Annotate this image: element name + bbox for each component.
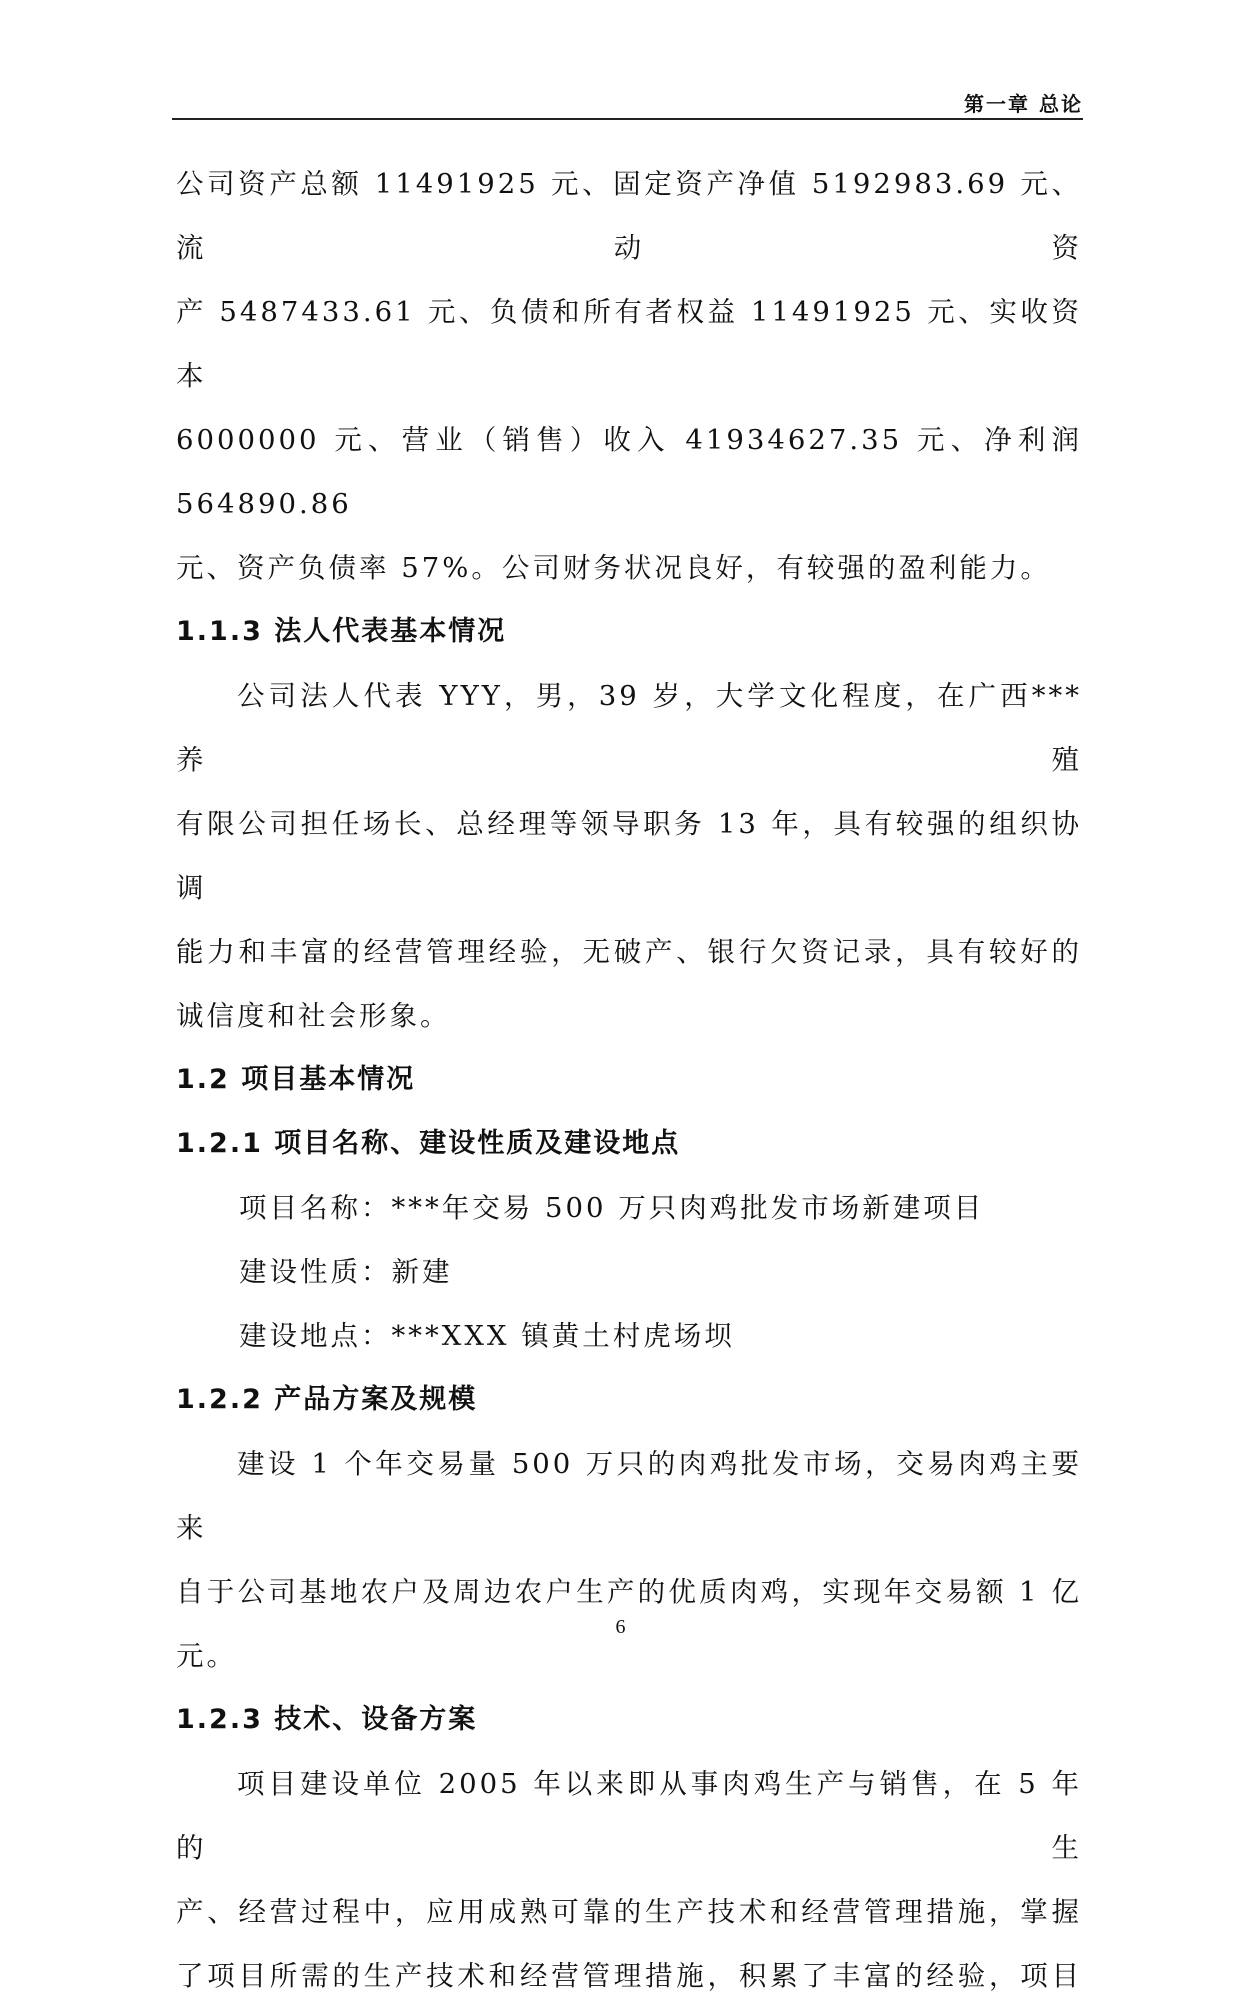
section-heading-1-2-1: 1.2.1 项目名称、建设性质及建设地点 <box>176 1128 681 1159</box>
section-heading-1-2-3: 1.2.3 技术、设备方案 <box>176 1704 478 1735</box>
text-line: 有限公司担任场长、总经理等领导职务 13 年，具有较强的组织协调 <box>176 808 1082 904</box>
list-item: 建设性质：新建 <box>239 1256 453 1288</box>
text-line: 元、资产负债率 57%。公司财务状况良好，有较强的盈利能力。 <box>176 552 1051 584</box>
text-line: 自于公司基地农户及周边农户生产的优质肉鸡，实现年交易额 1 亿 <box>176 1576 1082 1608</box>
text-line: 诚信度和社会形象。 <box>176 1000 451 1032</box>
text-line: 公司法人代表 YYY，男，39 岁，大学文化程度，在广西***养殖 <box>176 680 1082 776</box>
header-divider <box>172 118 1083 120</box>
list-item: 项目名称：***年交易 500 万只肉鸡批发市场新建项目 <box>239 1192 985 1224</box>
text-line: 元。 <box>176 1640 237 1672</box>
page-body <box>176 152 1082 2008</box>
text-line: 建设 1 个年交易量 500 万只的肉鸡批发市场，交易肉鸡主要来 <box>176 1448 1082 1544</box>
text-line: 6000000 元、营业（销售）收入 41934627.35 元、净利润 564890.86 <box>176 424 1082 520</box>
chapter-header: 第一章 总论 <box>964 92 1083 116</box>
text-line: 公司资产总额 11491925 元、固定资产净值 5192983.69 元、流动资 <box>176 168 1082 264</box>
page-number: 6 <box>615 1616 626 1638</box>
text-line: 产、经营过程中，应用成熟可靠的生产技术和经营管理措施，掌握 <box>176 1896 1082 1928</box>
section-heading-1-2: 1.2 项目基本情况 <box>176 1064 416 1095</box>
section-heading-1-2-2: 1.2.2 产品方案及规模 <box>176 1384 478 1415</box>
list-item: 建设地点：***XXX 镇黄土村虎场坝 <box>239 1320 735 1352</box>
text-line: 能力和丰富的经营管理经验，无破产、银行欠资记录，具有较好的 <box>176 936 1082 968</box>
section-heading-1-1-3: 1.1.3 法人代表基本情况 <box>176 616 507 647</box>
text-line: 项目建设单位 2005 年以来即从事肉鸡生产与销售，在 5 年的生 <box>176 1768 1082 1864</box>
text-line: 产 5487433.61 元、负债和所有者权益 11491925 元、实收资本 <box>176 296 1082 392</box>
text-line: 了项目所需的生产技术和经营管理措施，积累了丰富的经验，项目 <box>176 1960 1082 1992</box>
